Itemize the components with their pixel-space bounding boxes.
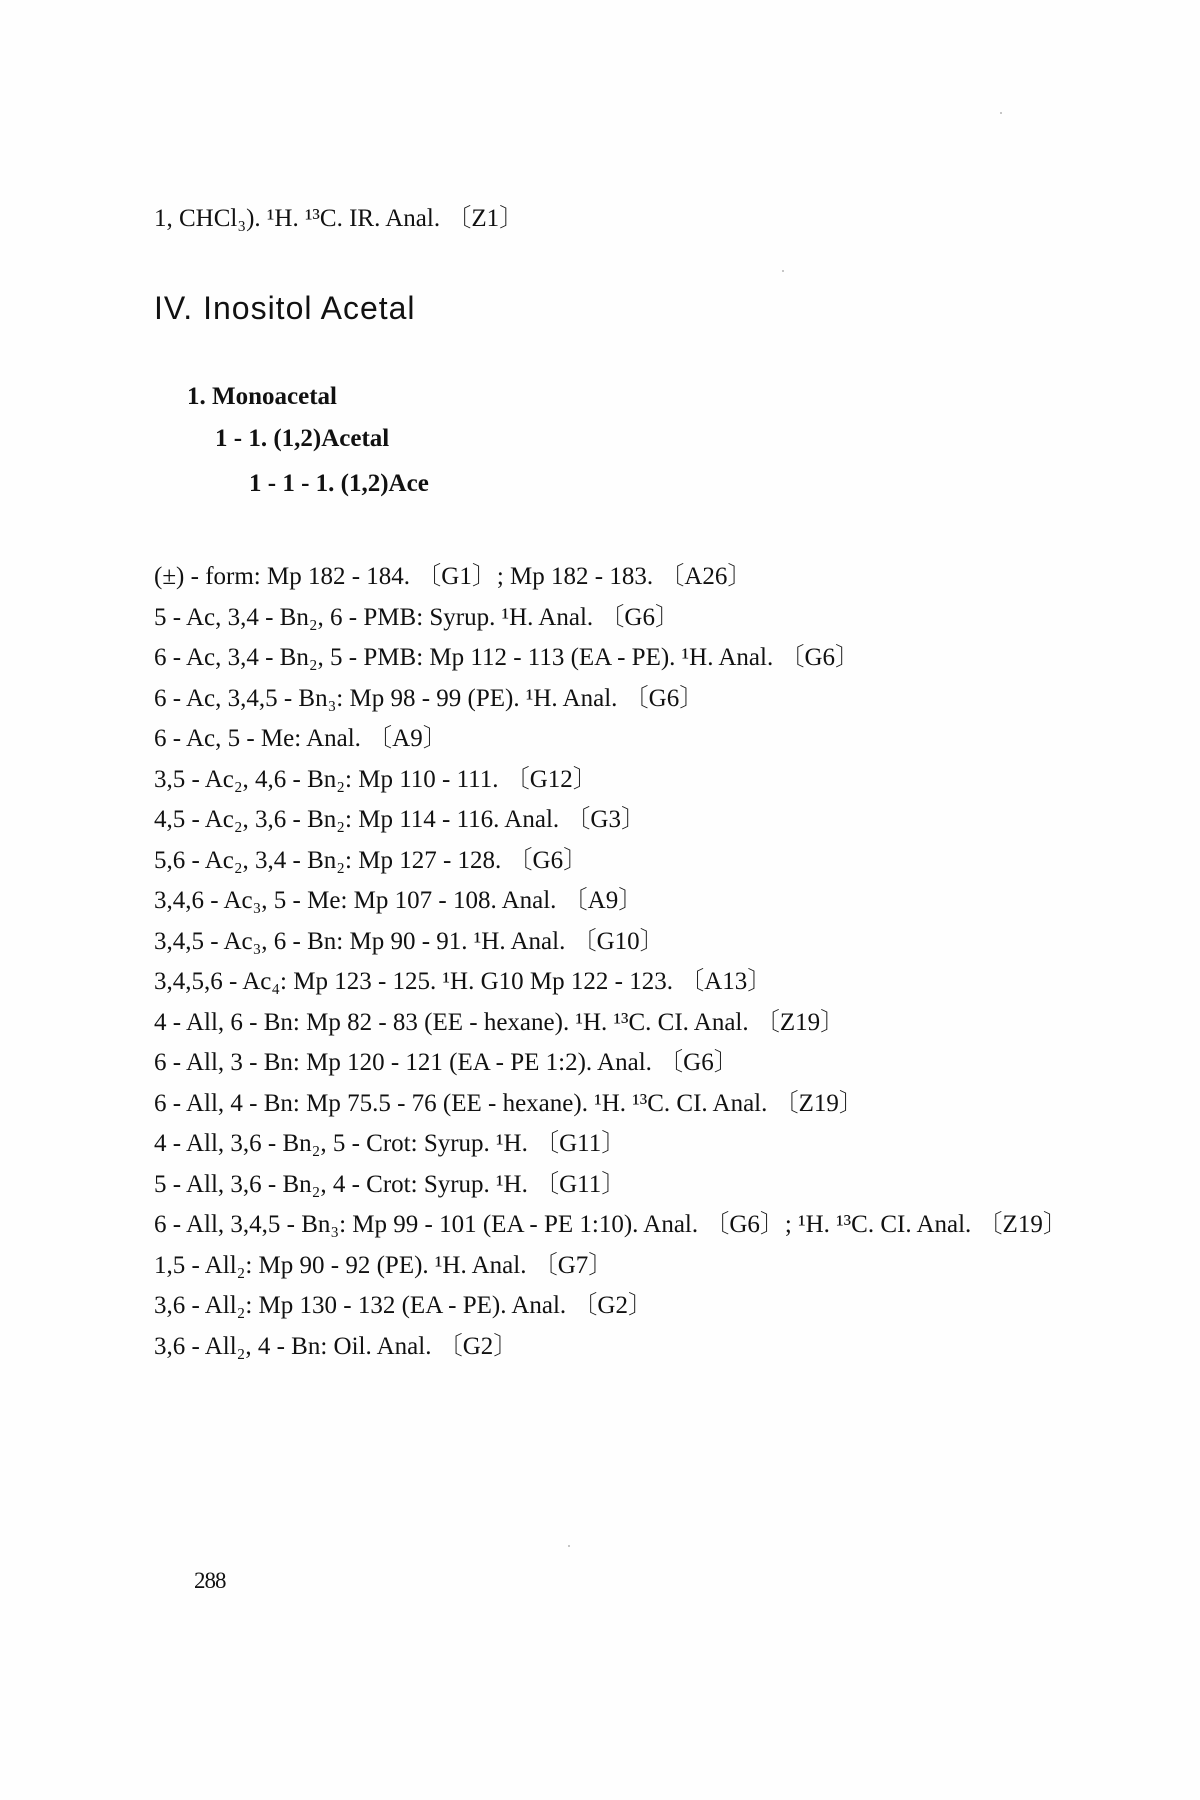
subheading-level-1: 1. Monoacetal	[187, 383, 337, 410]
section-heading: IV. Inositol Acetal	[154, 290, 416, 326]
scan-speck	[1000, 112, 1002, 114]
compound-entry: 4 - All, 3,6 - Bn₂, 5 - Crot: Syrup. ¹H. 〔G11〕	[154, 1130, 627, 1157]
compound-entry: 6 - Ac, 3,4,5 - Bn₃: Mp 98 - 99 (PE). ¹H. Anal. 〔G6〕	[154, 684, 705, 712]
scan-speck	[782, 270, 784, 272]
compound-entry: 1,5 - All₂: Mp 90 - 92 (PE). ¹H. Anal. 〔G7〕	[154, 1251, 614, 1279]
scan-speck	[568, 1545, 570, 1547]
continued-entry-line: 1, CHCl₃). ¹H. ¹³C. IR. Anal. 〔Z1〕	[154, 205, 525, 232]
compound-entry: 6 - All, 3 - Bn: Mp 120 - 121 (EA - PE 1:2). Anal. 〔G6〕	[154, 1049, 739, 1076]
compound-entry: 6 - Ac, 5 - Me: Anal. 〔A9〕	[154, 725, 448, 752]
compound-entry: 6 - All, 3,4,5 - Bn₃: Mp 99 - 101 (EA - PE 1:10). Anal. 〔G6〕; ¹H. ¹³C. CI. Anal. 〔Z19〕	[154, 1211, 1068, 1238]
compound-entry: 5,6 - Ac₂, 3,4 - Bn₂: Mp 127 - 128. 〔G6〕	[154, 846, 589, 874]
compound-entry: 4,5 - Ac₂, 3,6 - Bn₂: Mp 114 - 116. Anal. 〔G3〕	[154, 806, 646, 833]
compound-entry: 3,4,5 - Ac₃, 6 - Bn: Mp 90 - 91. ¹H. Anal. 〔G10〕	[154, 927, 665, 955]
compound-entry: 3,4,5,6 - Ac₄: Mp 123 - 125. ¹H. G10 Mp 122 - 123. 〔A13〕	[154, 968, 773, 995]
compound-entry: (±) - form: Mp 182 - 184. 〔G1〕; Mp 182 - 183. 〔A26〕	[154, 563, 753, 590]
page-number: 288	[194, 1568, 226, 1593]
compound-entry: 3,6 - All₂: Mp 130 - 132 (EA - PE). Anal. 〔G2〕	[154, 1292, 653, 1319]
compound-entry: 6 - Ac, 3,4 - Bn₂, 5 - PMB: Mp 112 - 113 (EA - PE). ¹H. Anal. 〔G6〕	[154, 644, 861, 671]
compound-entry: 3,5 - Ac₂, 4,6 - Bn₂: Mp 110 - 111. 〔G12〕	[154, 765, 598, 793]
compound-entry: 4 - All, 6 - Bn: Mp 82 - 83 (EE - hexane). ¹H. ¹³C. CI. Anal. 〔Z19〕	[154, 1008, 846, 1036]
subheading-level-3: 1 - 1 - 1. (1,2)Ace	[249, 470, 429, 497]
compound-entry-list	[154, 557, 1074, 1367]
compound-entry: 5 - All, 3,6 - Bn₂, 4 - Crot: Syrup. ¹H. 〔G11〕	[154, 1170, 627, 1198]
compound-entry: 3,6 - All₂, 4 - Bn: Oil. Anal. 〔G2〕	[154, 1332, 519, 1360]
subheading-level-2: 1 - 1. (1,2)Acetal	[215, 425, 390, 452]
compound-entry: 3,4,6 - Ac₃, 5 - Me: Mp 107 - 108. Anal. 〔A9〕	[154, 887, 644, 914]
compound-entry: 5 - Ac, 3,4 - Bn₂, 6 - PMB: Syrup. ¹H. Anal. 〔G6〕	[154, 603, 680, 631]
compound-entry: 6 - All, 4 - Bn: Mp 75.5 - 76 (EE - hexane). ¹H. ¹³C. CI. Anal. 〔Z19〕	[154, 1089, 864, 1117]
